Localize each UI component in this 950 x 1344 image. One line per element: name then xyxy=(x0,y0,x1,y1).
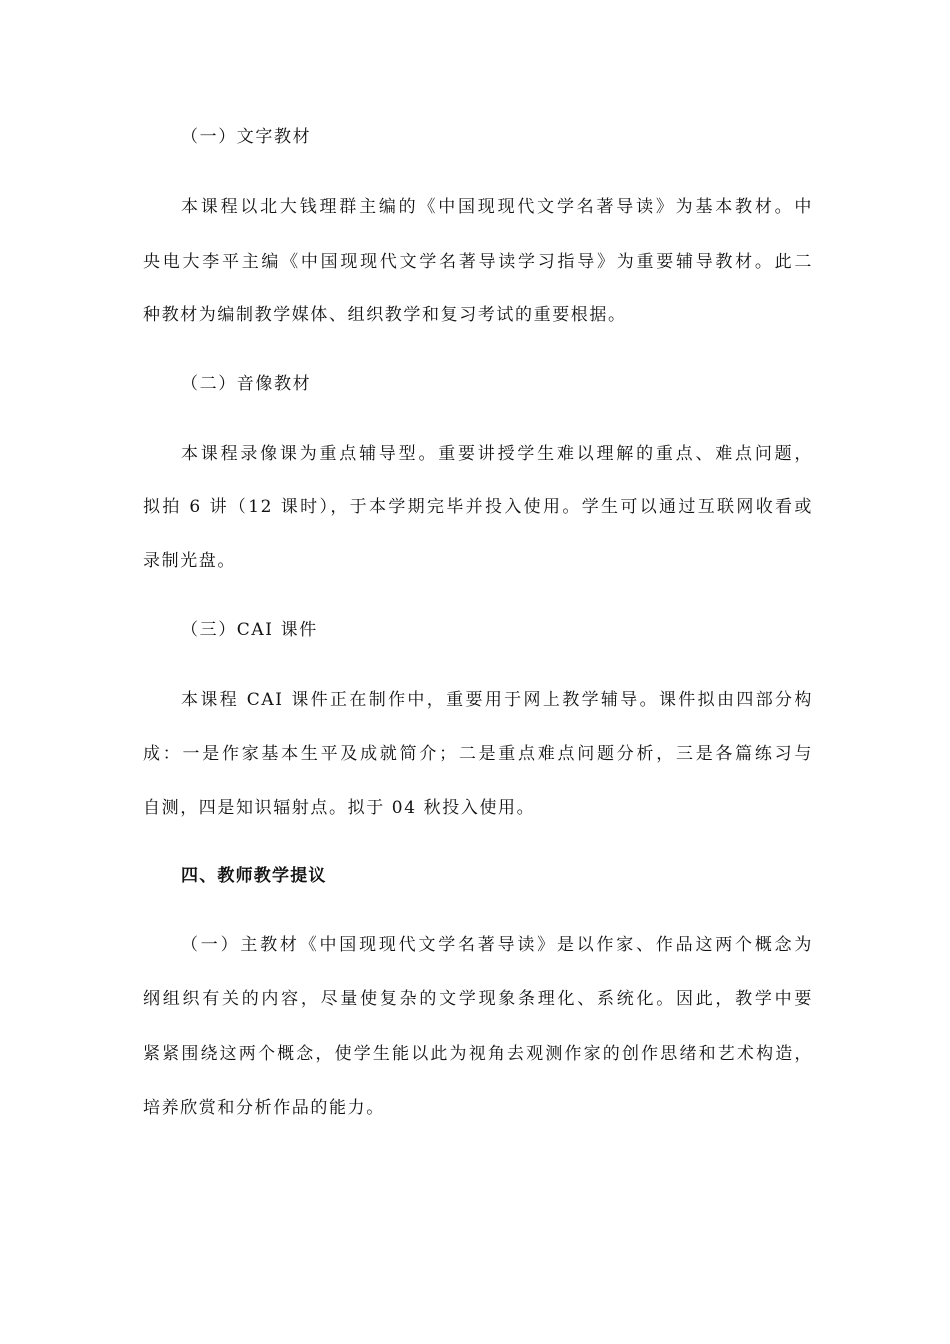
paragraph-line: 本课程录像课为重点辅导型。重要讲授学生难以理解的重点、难点问题， xyxy=(181,444,813,464)
paragraph-line: 种教材为编制教学媒体、组织教学和复习考试的重要根据。 xyxy=(143,305,627,325)
section-heading-audio-video: （二）音像教材 xyxy=(181,374,312,394)
paragraph-line: 纲组织有关的内容，尽量使复杂的文学现象条理化、系统化。因此，教学中要 xyxy=(143,989,813,1009)
paragraph-line: 紧紧围绕这两个概念，使学生能以此为视角去观测作家的创作思绪和艺术构造， xyxy=(143,1044,813,1064)
paragraph-line: （一）主教材《中国现现代文学名著导读》是以作家、作品这两个概念为 xyxy=(181,935,813,955)
paragraph-line: 央电大李平主编《中国现现代文学名著导读学习指导》为重要辅导教材。此二 xyxy=(143,252,813,272)
paragraph-line: 拟拍 6 讲（12 课时），于本学期完毕并投入使用。学生可以通过互联网收看或 xyxy=(143,497,813,517)
paragraph-line: 自测，四是知识辐射点。拟于 04 秋投入使用。 xyxy=(143,798,536,818)
section-heading-cai-courseware: （三）CAI 课件 xyxy=(181,620,318,640)
paragraph-line: 本课程以北大钱理群主编的《中国现现代文学名著导读》为基本教材。中 xyxy=(181,197,813,217)
paragraph-line: 培养欣赏和分析作品的能力。 xyxy=(143,1098,385,1118)
paragraph-line: 本课程 CAI 课件正在制作中，重要用于网上教学辅导。课件拟由四部分构 xyxy=(181,690,813,710)
paragraph-line: 成：一是作家基本生平及成就简介；二是重点难点问题分析，三是各篇练习与 xyxy=(143,744,813,764)
section-heading-teaching-suggestions: 四、教师教学提议 xyxy=(181,866,327,886)
paragraph-line: 录制光盘。 xyxy=(143,551,236,571)
section-heading-text-materials: （一）文字教材 xyxy=(181,127,312,147)
